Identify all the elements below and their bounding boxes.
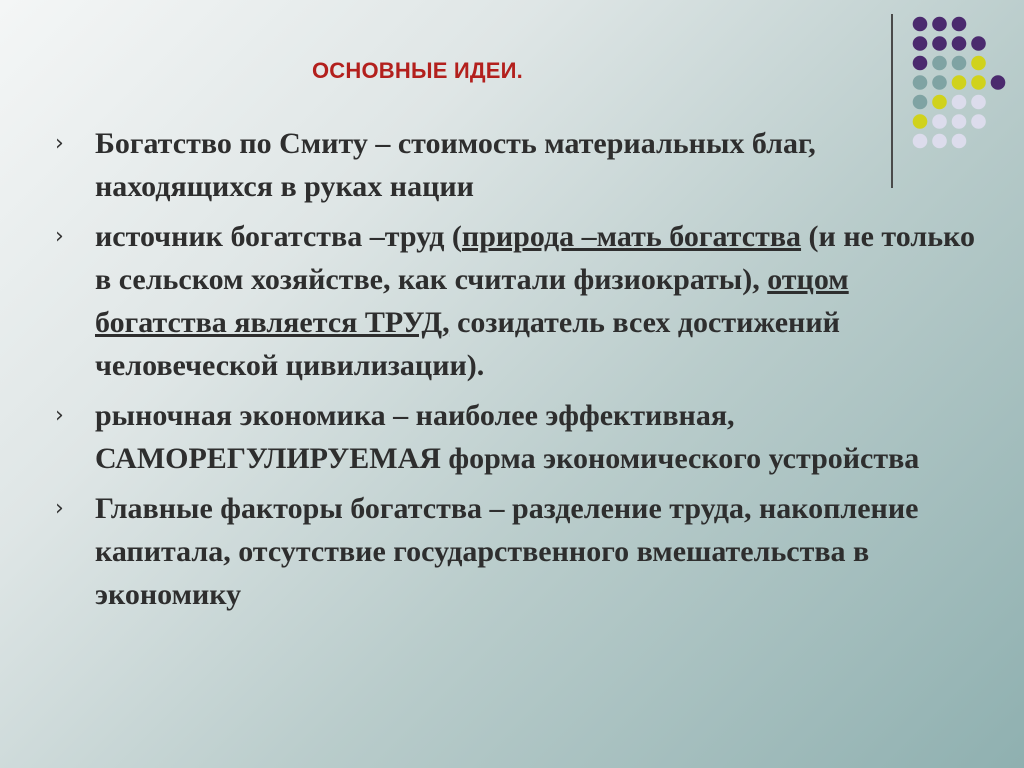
bullet-list xyxy=(55,122,985,616)
decorative-dot xyxy=(913,56,928,71)
underlined-text: природа –мать богатства xyxy=(461,220,802,253)
decorative-dot xyxy=(991,75,1006,90)
bullet-arrow-icon: › xyxy=(55,403,64,428)
bullet-text: Богатство по Смиту – стоимость материальных благ, находящихся в руках нации xyxy=(95,127,816,203)
slide-title: ОСНОВНЫЕ ИДЕИ. xyxy=(312,58,523,83)
bullet-arrow-icon: › xyxy=(55,131,64,156)
decorative-dot xyxy=(913,75,928,90)
decorative-dot xyxy=(971,95,986,110)
decorative-dot xyxy=(932,95,947,110)
bullet-item xyxy=(55,215,985,387)
decorative-dot xyxy=(952,36,967,51)
bullet-item xyxy=(55,394,985,480)
decorative-dot xyxy=(952,75,967,90)
decorative-dot xyxy=(932,17,947,32)
decorative-dot xyxy=(952,56,967,71)
bullet-item xyxy=(55,122,985,208)
decorative-dot xyxy=(971,75,986,90)
underlined-text: отцом богатства является ТРУД, xyxy=(95,263,849,339)
decorative-dot xyxy=(971,56,986,71)
bullet-text: созидатель всех достижений человеческой цивилизации). xyxy=(95,306,840,382)
decorative-dot xyxy=(932,75,947,90)
bullet-arrow-icon: › xyxy=(55,224,64,249)
bullet-text: рыночная экономика – наиболее эффективная, САМОРЕГУЛИРУЕМАЯ форма экономического устройства xyxy=(95,399,920,475)
bullet-text: источник богатства –труд ( xyxy=(95,220,462,253)
decorative-dot xyxy=(952,95,967,110)
bullet-item xyxy=(55,487,985,616)
decorative-dot xyxy=(932,36,947,51)
decorative-dot xyxy=(971,36,986,51)
decorative-dot xyxy=(913,95,928,110)
decorative-dot xyxy=(913,17,928,32)
decorative-dot xyxy=(913,36,928,51)
bullet-text: (и не только в сельском хозяйстве, как считали физиократы), xyxy=(95,220,975,296)
decorative-dot xyxy=(952,17,967,32)
bullet-arrow-icon: › xyxy=(55,496,64,521)
bullet-text: Главные факторы богатства – разделение труда, накопление капитала, отсутствие государственного вмешательства в экономику xyxy=(95,492,919,611)
decorative-dot xyxy=(932,56,947,71)
